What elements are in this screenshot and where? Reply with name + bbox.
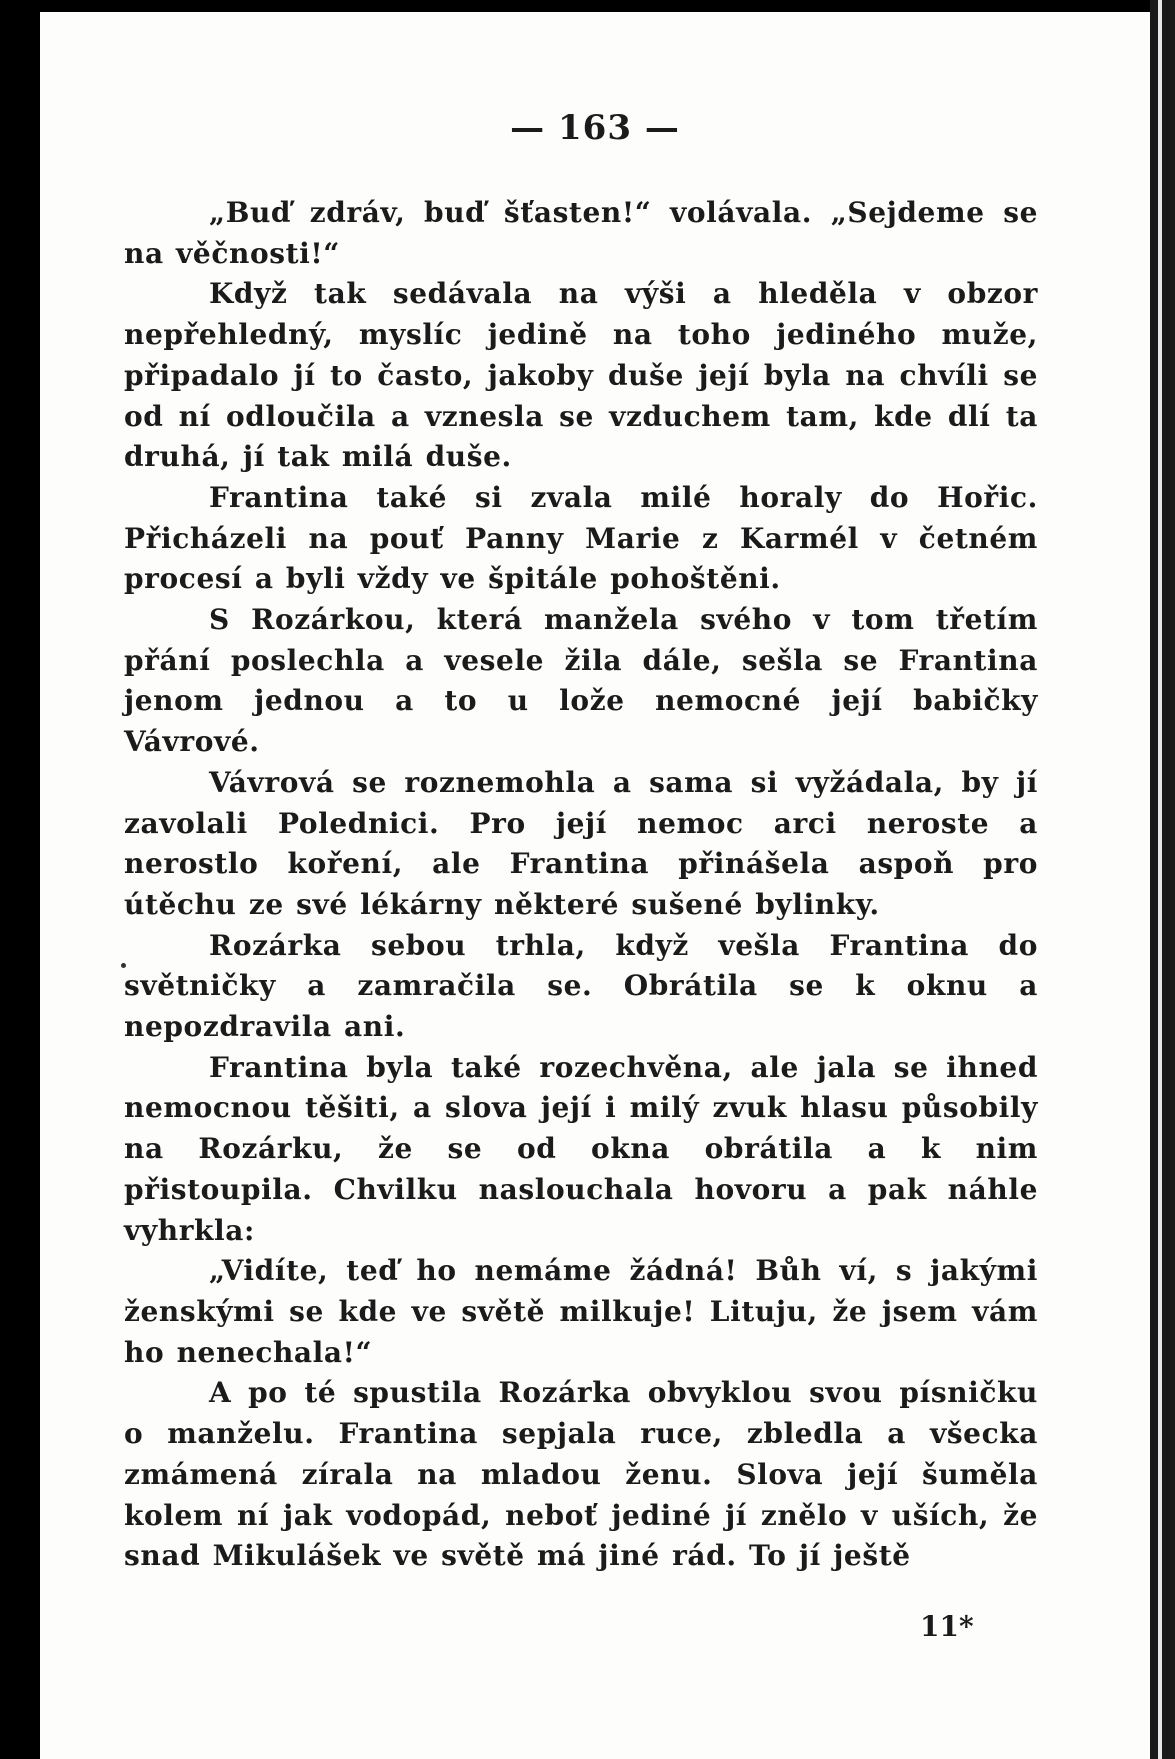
paragraph-6: Rozárka sebou trhla, když vešla Frantina do světničky a zamračila se. Obrátila se k oknu a nepozdravila ani. xyxy=(124,928,1038,1044)
paragraph-5: Vávrová se roznemohla a sama si vyžádala, by jí zavolali Polednici. Pro její nemoc arci neroste a nerostlo koření, ale Frantina přinášela aspoň pro útěchu ze své lékárny některé sušené bylinky. xyxy=(124,765,1038,921)
book-page xyxy=(40,12,1150,1759)
page-number: — 163 — xyxy=(510,108,680,148)
paragraph-1: „Buď zdráv, buď šťasten!“ volávala. „Sejdeme se na věčnosti!“ xyxy=(124,196,1038,270)
paragraph-4: S Rozárkou, která manžela svého v tom třetím přání poslechla a vesele žila dále, sešla se Frantina jenom jednou a to u lože nemocné její babičky Vávrové. xyxy=(124,603,1038,759)
paragraph-9: A po té spustila Rozárka obvyklou svou písničku o manželu. Frantina sepjala ruce, zbledla a všecka zmámená zírala na mladou ženu. Slova její šuměla kolem ní jak vodopád, neboť jediné jí znělo v uších, že snad Mikulášek ve světě má jiné rád. To jí ještě xyxy=(124,1376,1038,1573)
paragraph-3: Frantina také si zvala milé horaly do Hořic. Přicházeli na pouť Panny Marie z Karmél v četném procesí a byli vždy ve špitále pohoštěni. xyxy=(124,480,1038,596)
signature-mark: 11* xyxy=(920,1610,974,1643)
paragraph-7: Frantina byla také rozechvěna, ale jala se ihned nemocnou těšiti, a slova její i milý zvuk hlasu působily na Rozárku, že se od okna obrátila a k nim přistoupila. Chvilku naslouchala hovoru a pak náhle vyhrkla: xyxy=(124,1050,1038,1247)
scan-speck xyxy=(121,963,126,968)
paragraph-8: „Vidíte, teď ho nemáme žádná! Bůh ví, s jakými ženskými se kde ve světě milkuje! Lituju, že jsem vám ho nenechala!“ xyxy=(124,1254,1038,1369)
scan-edge-highlight xyxy=(1158,0,1162,1759)
scan-edge xyxy=(1150,0,1175,1759)
body-text xyxy=(124,193,1038,1577)
paragraph-2: Když tak sedávala na výši a hleděla v obzor nepřehledný, myslíc jedině na toho jediného muže, připadalo jí to často, jakoby duše její byla na chvíli se od ní odloučila a vznesla se vzduchem tam, kde dlí ta druhá, jí tak milá duše. xyxy=(124,277,1038,474)
